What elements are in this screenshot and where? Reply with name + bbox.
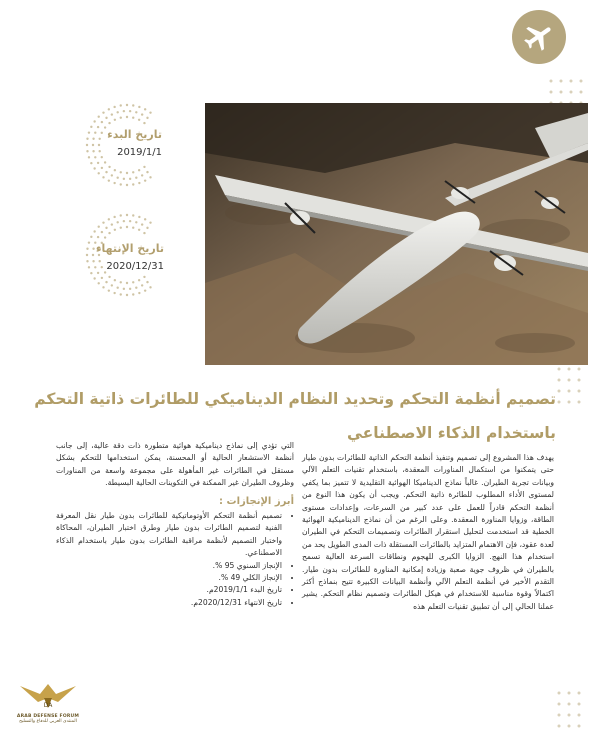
- achievement-item: • الإنجاز السنوي 95 %.: [56, 560, 282, 572]
- achievement-item: • تاريخ الانتهاء 2020/12/31م.: [56, 597, 282, 609]
- svg-text:DA: DA: [43, 702, 53, 709]
- logo-english-text: ARAB DEFENSE FORUM: [16, 714, 80, 719]
- body-left-column: [56, 440, 294, 609]
- decorative-dot-grid-2: [556, 366, 586, 406]
- end-date-value: 2020/12/31: [106, 261, 164, 272]
- start-date-block: [52, 128, 162, 158]
- body-paragraph: يهدف هذا المشروع إلى تصميم وتنفيذ أنظمة التحكم الذاتية للطائرات بدون طيار حتى يتمكنوا من استكمال المناورات المعقدة، باستخدام تقنيات التعلم الآلي وبيانات تجربة الطيران. غالباً نماذج الديناميكا الهوائية التقليدية لا تتميز بما يكفي لمستوى الأداء المطلوب للطائرة ذاتية التحكم. ويجب أن يكون هذا النوع من أنظمة التحكم قادراً للعمل على عدد كبير من السرعات، وإعدادات مستوى الطاقة، وزوايا المناورة المعقدة. وعلى الرغم من أن نماذج الديناميكية الهوائية الخطية قد استخدمت لتحليل استقرار الطائرات وتصميمات التحكم في الطيران لعدة عقود، فإن الاهتمام المتزايد بالطائرات المستقلة ذات المدى الطويل يحد من استخدام هذا النهج. الزوايا الكبرى للهجوم ونطاقات السرعة العالية تسمح بالطيران في ظروف جوية صعبة وزيادة إمكانية المناورة للطائرات بدون طيار. التقدم الأخير في أنظمة التعلم الآلي وأنظمة البيانات الكبيرة تتيح بنماذج أكثر اكتمالاً وقوة مناسبة للاستخدام في هيكل الطائرات وتصميم نظام التحكم. يشير عملنا الحالي إلى أن تطبيق تقنيات التعلم هذه: [302, 453, 554, 611]
- airplane-icon: [522, 20, 556, 54]
- logo-arabic-text: المنتدى العربي للدفاع والتسليح: [19, 719, 77, 724]
- achievements-list: [56, 510, 294, 609]
- body-right-column: [302, 452, 554, 613]
- achievement-item: • الإنجاز الكلي 49 %.: [56, 572, 282, 584]
- arab-defense-forum-logo: [4, 680, 92, 732]
- eagle-emblem-icon: [18, 680, 78, 710]
- achievement-item: • تاريخ البدء 2019/1/1م.: [56, 584, 282, 596]
- project-title-line-1: تصميم أنظمة التحكم وتحديد النظام الديناميكي للطائرات ذاتية التحكم: [34, 390, 556, 408]
- end-date-block: [54, 242, 164, 272]
- decorative-dot-grid: [548, 78, 584, 106]
- airplane-badge: [512, 10, 566, 64]
- start-date-value: 2019/1/1: [117, 147, 162, 158]
- end-date-label: تاريخ الإنتهاء: [95, 242, 164, 255]
- body-paragraph-continued: التي تؤدي إلى نماذج ديناميكية هوائية متطورة ذات دقة عالية، إلى جانب أنظمة الاستشعار الحالية أو المحسنة، يمكن استخدامها للتحكم بشكل مستقل في الطائرات غير المأهولة على مجموعة واسعة من المناورات وظروف الطيران غير الممكنة في التكوينات الحالية البسيطة.: [56, 441, 294, 488]
- achievement-item: • تصميم أنظمة التحكم الأوتوماتيكية للطائرات بدون طيار نقل المعرفة الفنية لتصميم الطائرات بدون طيار وطرق اختبار الطيران، المحاكاة واختبار التصميم لأنظمة مراقبة الطائرات بدون طيار باستخدام الذكاء الاصطناعي.: [56, 510, 282, 560]
- project-title-line-2: باستخدام الذكاء الاصطناعي: [347, 424, 556, 442]
- start-date-label: تاريخ البدء: [107, 128, 162, 141]
- drone-photo: [205, 103, 588, 365]
- achievements-heading: أبرز الإنجازات :: [219, 495, 294, 507]
- decorative-dot-grid-3: [556, 690, 586, 730]
